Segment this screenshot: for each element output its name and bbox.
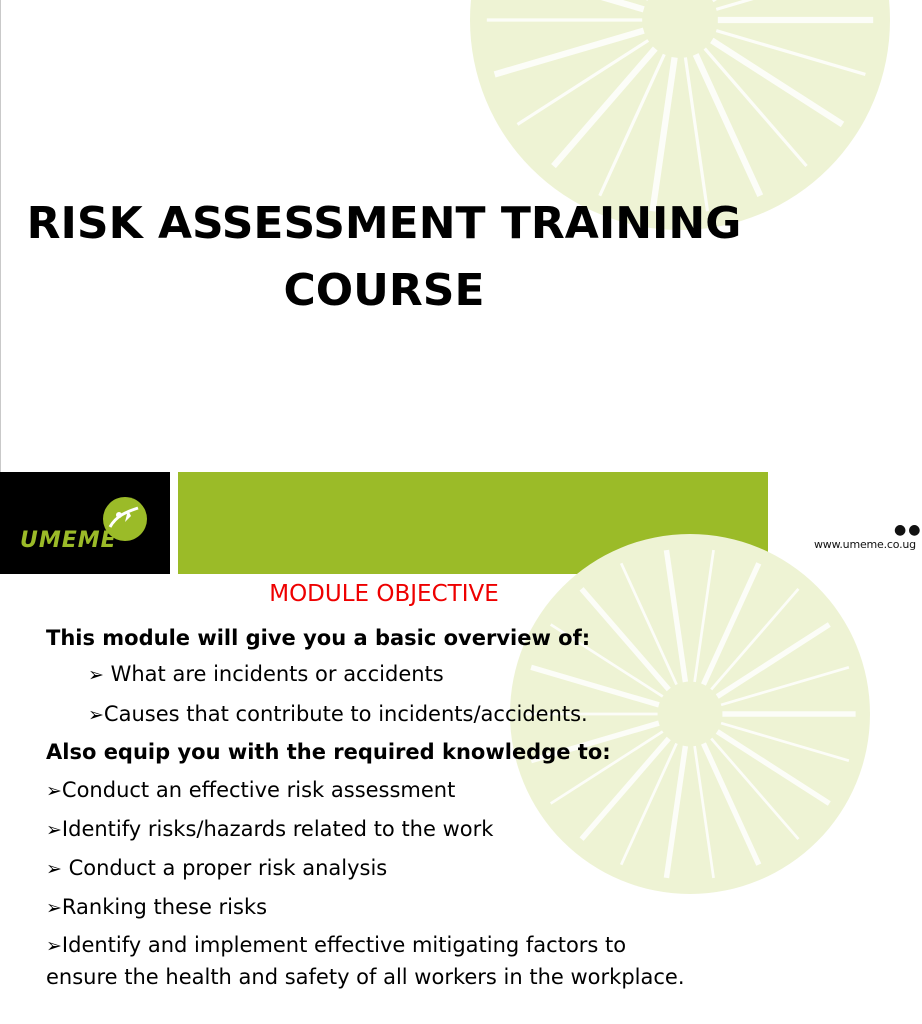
logo-wordmark: UMEME <box>20 528 117 553</box>
knowledge-item <box>46 931 626 960</box>
dots-icon: ●● <box>894 522 922 538</box>
equip-line: Also equip you with the required knowledge to: <box>46 740 611 764</box>
knowledge-item-text: Conduct an effective risk assessment <box>61 778 456 802</box>
knowledge-item <box>46 776 455 805</box>
knowledge-item <box>46 854 387 883</box>
knowledge-item-text: Identify risks/hazards related to the work <box>61 817 494 841</box>
arrow-bullet-icon: ➢ <box>46 897 62 919</box>
objective-slide <box>0 574 768 1024</box>
module-objective-heading: MODULE OBJECTIVE <box>269 581 499 607</box>
arrow-bullet-icon: ➢ <box>46 935 62 957</box>
title-line-1: RISK ASSESSMENT TRAINING <box>26 198 742 249</box>
title-line-2: COURSE <box>283 265 485 316</box>
intro-line: This module will give you a basic overview of: <box>46 626 591 650</box>
slide-title <box>0 190 768 324</box>
logo-panel <box>0 472 170 574</box>
knowledge-continuation: ensure the health and safety of all workers in the workplace. <box>46 965 685 989</box>
overview-item <box>88 660 444 689</box>
arrow-bullet-icon: ➢ <box>46 858 62 880</box>
knowledge-item-text: Identify and implement effective mitigating factors to <box>61 933 627 957</box>
website-url: www.umeme.co.ug <box>814 538 916 551</box>
arrow-bullet-icon: ➢ <box>46 819 62 841</box>
overview-item-text: Causes that contribute to incidents/accidents. <box>103 702 588 726</box>
arrow-bullet-icon: ➢ <box>46 780 62 802</box>
sunburst-center <box>665 689 715 739</box>
knowledge-item-text: Conduct a proper risk analysis <box>68 856 388 880</box>
knowledge-item <box>46 893 267 922</box>
arrow-bullet-icon: ➢ <box>88 704 104 726</box>
knowledge-item-text: Ranking these risks <box>61 895 268 919</box>
knowledge-item <box>46 815 493 844</box>
banner-gap <box>170 472 178 574</box>
arrow-bullet-icon: ➢ <box>88 664 104 686</box>
overview-item <box>88 700 588 729</box>
overview-item-text: What are incidents or accidents <box>110 662 444 686</box>
